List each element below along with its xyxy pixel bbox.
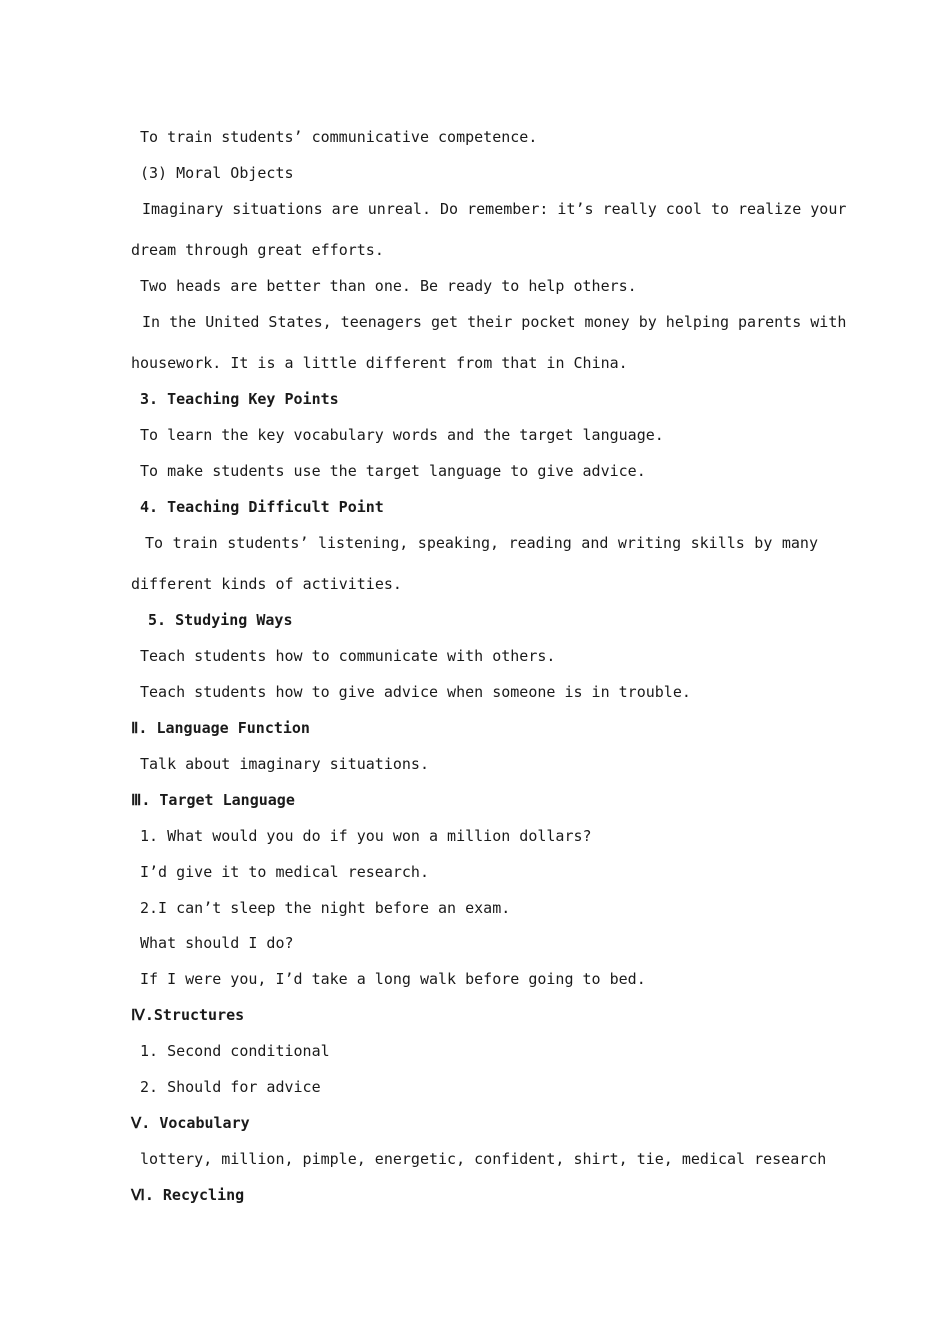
text-line: What should I do?: [140, 934, 294, 952]
text-line: To train students’ communicative competence.: [140, 128, 538, 146]
section-heading: Ⅳ.Structures: [131, 1006, 245, 1024]
text-line: (3) Moral Objects: [140, 164, 294, 182]
text-line: different kinds of activities.: [131, 575, 402, 593]
section-heading: 4. Teaching Difficult Point: [140, 498, 384, 516]
text-line: lottery, million, pimple, energetic, confident, shirt, tie, medical research: [140, 1150, 827, 1168]
text-line: housework. It is a little different from that in China.: [131, 354, 628, 372]
text-line: Imaginary situations are unreal. Do remember: it’s really cool to realize your: [142, 200, 847, 218]
text-line: Talk about imaginary situations.: [140, 755, 429, 773]
text-line: Two heads are better than one. Be ready to help others.: [140, 277, 637, 295]
text-line: 2. Should for advice: [140, 1078, 321, 1096]
text-line: 2.I can’t sleep the night before an exam.: [140, 899, 511, 917]
section-heading: 3. Teaching Key Points: [140, 390, 339, 408]
text-line: 1. What would you do if you won a million dollars?: [140, 827, 592, 845]
text-line: To learn the key vocabulary words and the target language.: [140, 426, 664, 444]
text-line: In the United States, teenagers get their pocket money by helping parents with: [142, 313, 847, 331]
text-line: Teach students how to give advice when someone is in trouble.: [140, 683, 691, 701]
text-line: Teach students how to communicate with others.: [140, 647, 556, 665]
section-heading: Ⅴ. Vocabulary: [131, 1114, 250, 1132]
text-line: I’d give it to medical research.: [140, 863, 429, 881]
text-line: If I were you, I’d take a long walk before going to bed.: [140, 970, 646, 988]
section-heading: Ⅱ. Language Function: [131, 719, 310, 737]
section-heading: 5. Studying Ways: [148, 611, 293, 629]
text-line: 1. Second conditional: [140, 1042, 330, 1060]
section-heading: Ⅵ. Recycling: [131, 1186, 245, 1204]
text-line: To make students use the target language to give advice.: [140, 462, 646, 480]
text-line: To train students’ listening, speaking, reading and writing skills by many: [145, 534, 818, 552]
section-heading: Ⅲ. Target Language: [131, 791, 295, 809]
text-line: dream through great efforts.: [131, 241, 384, 259]
